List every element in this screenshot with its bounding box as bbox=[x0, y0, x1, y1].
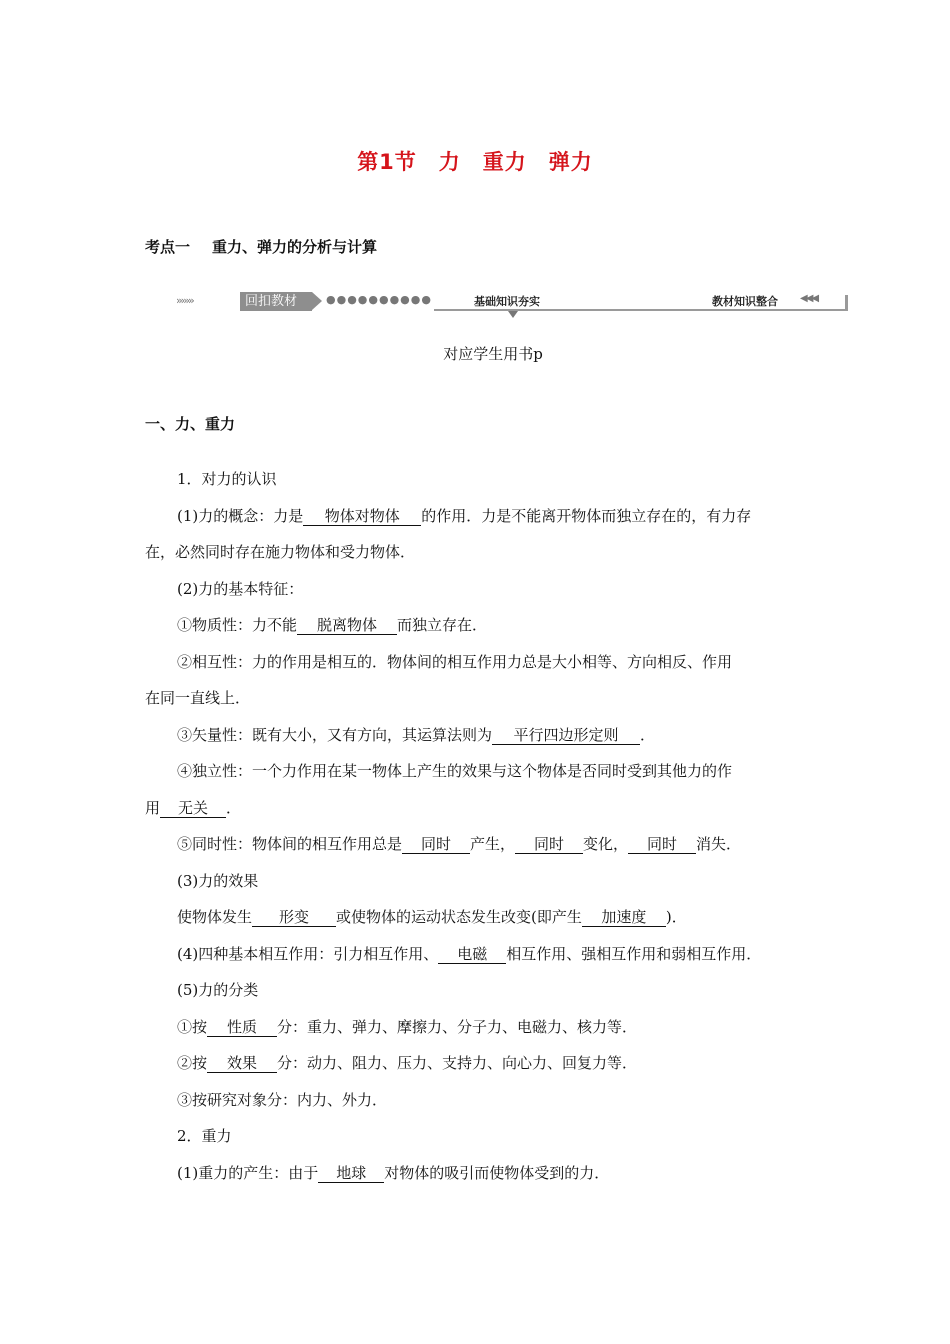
paragraph: ②相互性：力的作用是相互的．物体间的相互作用力总是大小相等、方向相反、作用 bbox=[177, 652, 733, 671]
answer-blank: 脱离物体 bbox=[297, 616, 397, 635]
banner-divider bbox=[434, 309, 846, 311]
answer-blank: 电磁 bbox=[438, 945, 506, 964]
page-title: 第1节 力 重力 弹力 bbox=[357, 150, 593, 174]
paragraph: 使物体发生 形变 或使物体的运动状态发生改变(即产生 加速度 )． bbox=[177, 908, 687, 926]
answer-blank: 同时 bbox=[515, 835, 583, 854]
paragraph: ⑤同时性：物体间的相互作用总是 同时 产生， 同时 变化， 同时 消失． bbox=[177, 835, 742, 853]
paragraph: (1)重力的产生：由于 地球 对物体的吸引而使物体受到的力． bbox=[177, 1163, 610, 1182]
paragraph: 1．对力的认识 bbox=[177, 470, 277, 488]
answer-blank: 形变 bbox=[252, 908, 336, 927]
paragraph: ①按 性质 分：重力、弹力、摩擦力、分子力、电磁力、核力等． bbox=[177, 1017, 638, 1036]
paragraph: (5)力的分类 bbox=[177, 981, 259, 999]
answer-blank: 地球 bbox=[318, 1164, 384, 1183]
paragraph: ④独立性：一个力作用在某一物体上产生的效果与这个物体是否同时受到其他力的作 bbox=[177, 762, 733, 780]
answer-blank: 平行四边形定则 bbox=[492, 726, 640, 745]
body-text bbox=[145, 461, 815, 1191]
progress-dots-icon: ●●●●●●●●●● bbox=[326, 293, 432, 306]
paragraph: (4)四种基本相互作用：引力相互作用、 电磁 相互作用、强相互作用和弱相互作用． bbox=[177, 944, 762, 963]
paragraph: 在，必然同时存在施力物体和受力物体． bbox=[145, 543, 416, 561]
pointer-triangle-icon bbox=[508, 311, 518, 318]
paragraph: ②按 效果 分：动力、阻力、压力、支持力、向心力、回复力等． bbox=[177, 1054, 638, 1072]
paragraph: (1)力的概念：力是 物体对物体 的作用．力是不能离开物体而独立存在的，有力存 bbox=[177, 506, 752, 525]
paragraph: ③按研究对象分：内力、外力． bbox=[177, 1090, 388, 1109]
paragraph: (3)力的效果 bbox=[177, 871, 259, 890]
paragraph: 2．重力 bbox=[177, 1127, 232, 1145]
banner-tag: 回扣教材 bbox=[240, 292, 312, 311]
paragraph: ①物质性：力不能 脱离物体 而独立存在． bbox=[177, 616, 488, 634]
paragraph: (2)力的基本特征： bbox=[177, 579, 304, 598]
banner-end-bar bbox=[845, 295, 848, 311]
paragraph: ③矢量性：既有大小，又有方向，其运算法则为 平行四边形定则 ． bbox=[177, 725, 656, 744]
textbook-review-banner bbox=[176, 291, 848, 321]
banner-center-label: 基础知识夯实 bbox=[474, 295, 540, 308]
reference-note: 对应学生用书p bbox=[443, 345, 543, 363]
paragraph: 在同一直线上． bbox=[145, 689, 251, 707]
heading-force-gravity: 一、力、重力 bbox=[145, 415, 236, 433]
section-title: 重力、弹力的分析与计算 bbox=[212, 238, 378, 256]
answer-blank: 性质 bbox=[207, 1018, 277, 1037]
answer-blank: 效果 bbox=[207, 1054, 277, 1073]
section-heading bbox=[145, 236, 377, 257]
back-arrows-icon: ◀◀◀ bbox=[800, 293, 818, 304]
answer-blank: 同时 bbox=[628, 835, 696, 854]
answer-blank: 无关 bbox=[160, 799, 226, 818]
section-label: 考点一 bbox=[145, 238, 191, 256]
answer-blank: 物体对物体 bbox=[303, 507, 421, 526]
banner-right-label: 教材知识整合 bbox=[712, 295, 778, 308]
paragraph: 用 无关 ． bbox=[145, 798, 242, 817]
answer-blank: 同时 bbox=[402, 835, 470, 854]
answer-blank: 加速度 bbox=[582, 908, 666, 927]
forward-arrows-icon: ››››››› bbox=[176, 294, 193, 307]
